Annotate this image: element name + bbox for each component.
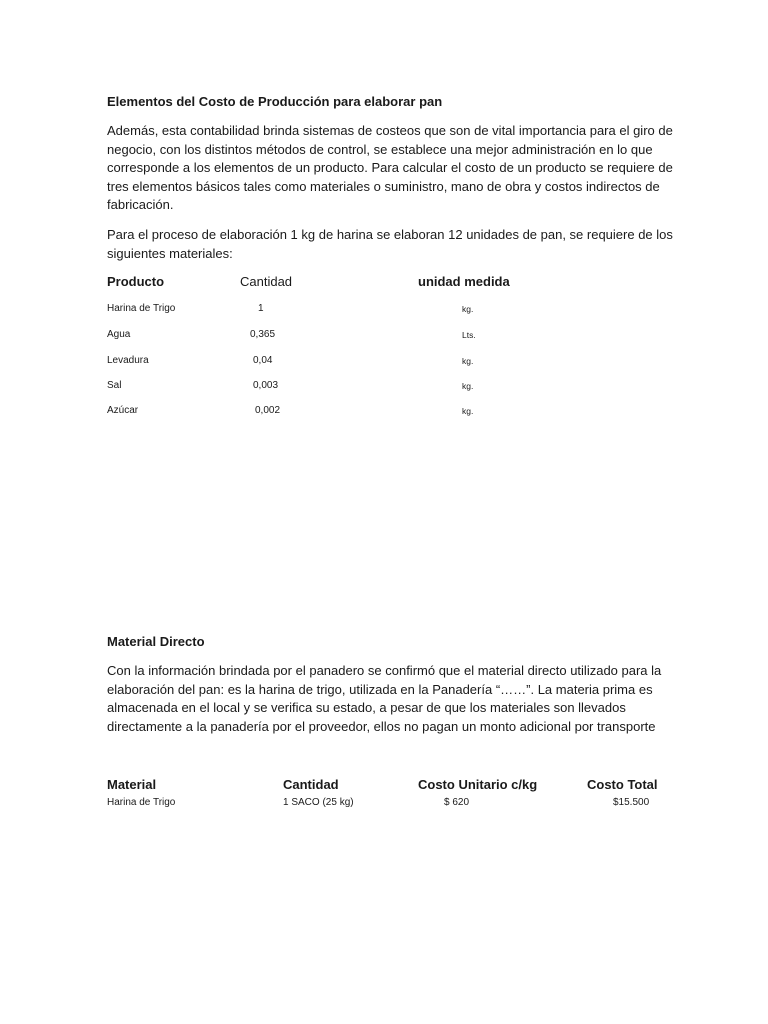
table-cell-producto: Levadura — [107, 355, 149, 366]
table-cell-producto: Azúcar — [107, 405, 139, 416]
table-cell-producto: Sal — [107, 380, 122, 391]
intro-paragraph — [107, 122, 673, 215]
table-cell-cantidad: 1 — [258, 303, 264, 314]
column-header-cantidad: Cantidad — [283, 777, 339, 792]
paragraph-line: negocio, con los distintos métodos de control, se establece una mejor administración en lo que — [107, 141, 653, 157]
table-cell-costo-total: $15.500 — [613, 797, 650, 808]
table-cell-unidad: kg. — [462, 304, 474, 314]
material-directo-paragraph — [107, 662, 663, 736]
paragraph-line: Para el proceso de elaboración 1 kg de harina se elaboran 12 unidades de pan, se requiere de los — [107, 227, 673, 242]
table-cell-cantidad: 0,003 — [253, 380, 279, 391]
paragraph-line: Con la información brindada por el panadero se confirmó que el material directo utilizado para la — [107, 663, 662, 678]
column-header-cantidad: Cantidad — [240, 274, 293, 289]
paragraph-line: tres elementos básicos tales como materiales o suministro, mano de obra y costos indirectos de — [107, 178, 660, 194]
paragraph-line: elaboración del pan: es la harina de trigo, utilizada en la Panadería “……”. La materia prima es — [107, 681, 653, 697]
paragraph-line: Además, esta contabilidad brinda sistemas de costeos que son de vital importancia para el giro de — [107, 123, 673, 138]
paragraph-line: siguientes materiales: — [107, 245, 233, 261]
paragraph-line: directamente a la panadería por el proveedor, ellos no pagan un monto adicional por transporte — [107, 718, 656, 734]
section-title-costo-produccion: Elementos del Costo de Producción para elaborar pan — [107, 94, 443, 109]
column-header-costo-unitario: Costo Unitario c/kg — [418, 777, 538, 792]
column-header-producto: Producto — [107, 274, 165, 289]
table-cell-cantidad: 1 SACO (25 kg) — [283, 797, 354, 808]
column-header-unidad-medida: unidad medida — [418, 274, 510, 289]
paragraph-line: almacenada en el local y se verifica su estado, a pesar de que los materiales son llevados — [107, 700, 626, 716]
table-cell-cantidad: 0,04 — [253, 355, 273, 366]
table-cell-material: Harina de Trigo — [107, 797, 176, 808]
paragraph-line: corresponde a los elementos de un producto. Para calcular el costo de un producto se requiere de — [107, 160, 673, 176]
column-header-costo-total: Costo Total — [587, 777, 658, 792]
table-cell-producto: Agua — [107, 329, 131, 340]
table-cell-unidad: kg. — [462, 381, 474, 391]
table-cell-cantidad: 0,002 — [255, 405, 281, 416]
table-cell-producto: Harina de Trigo — [107, 303, 176, 314]
table-cell-unidad: kg. — [462, 356, 474, 366]
section-title-material-directo: Material Directo — [107, 634, 205, 649]
process-paragraph — [107, 226, 673, 263]
table-cell-unidad: kg. — [462, 406, 474, 416]
column-header-material: Material — [107, 777, 157, 792]
table-cell-unidad: Lts. — [462, 330, 476, 340]
table-cell-costo-unitario: $ 620 — [444, 797, 470, 808]
table-cell-cantidad: 0,365 — [250, 329, 276, 340]
paragraph-line: fabricación. — [107, 197, 174, 213]
